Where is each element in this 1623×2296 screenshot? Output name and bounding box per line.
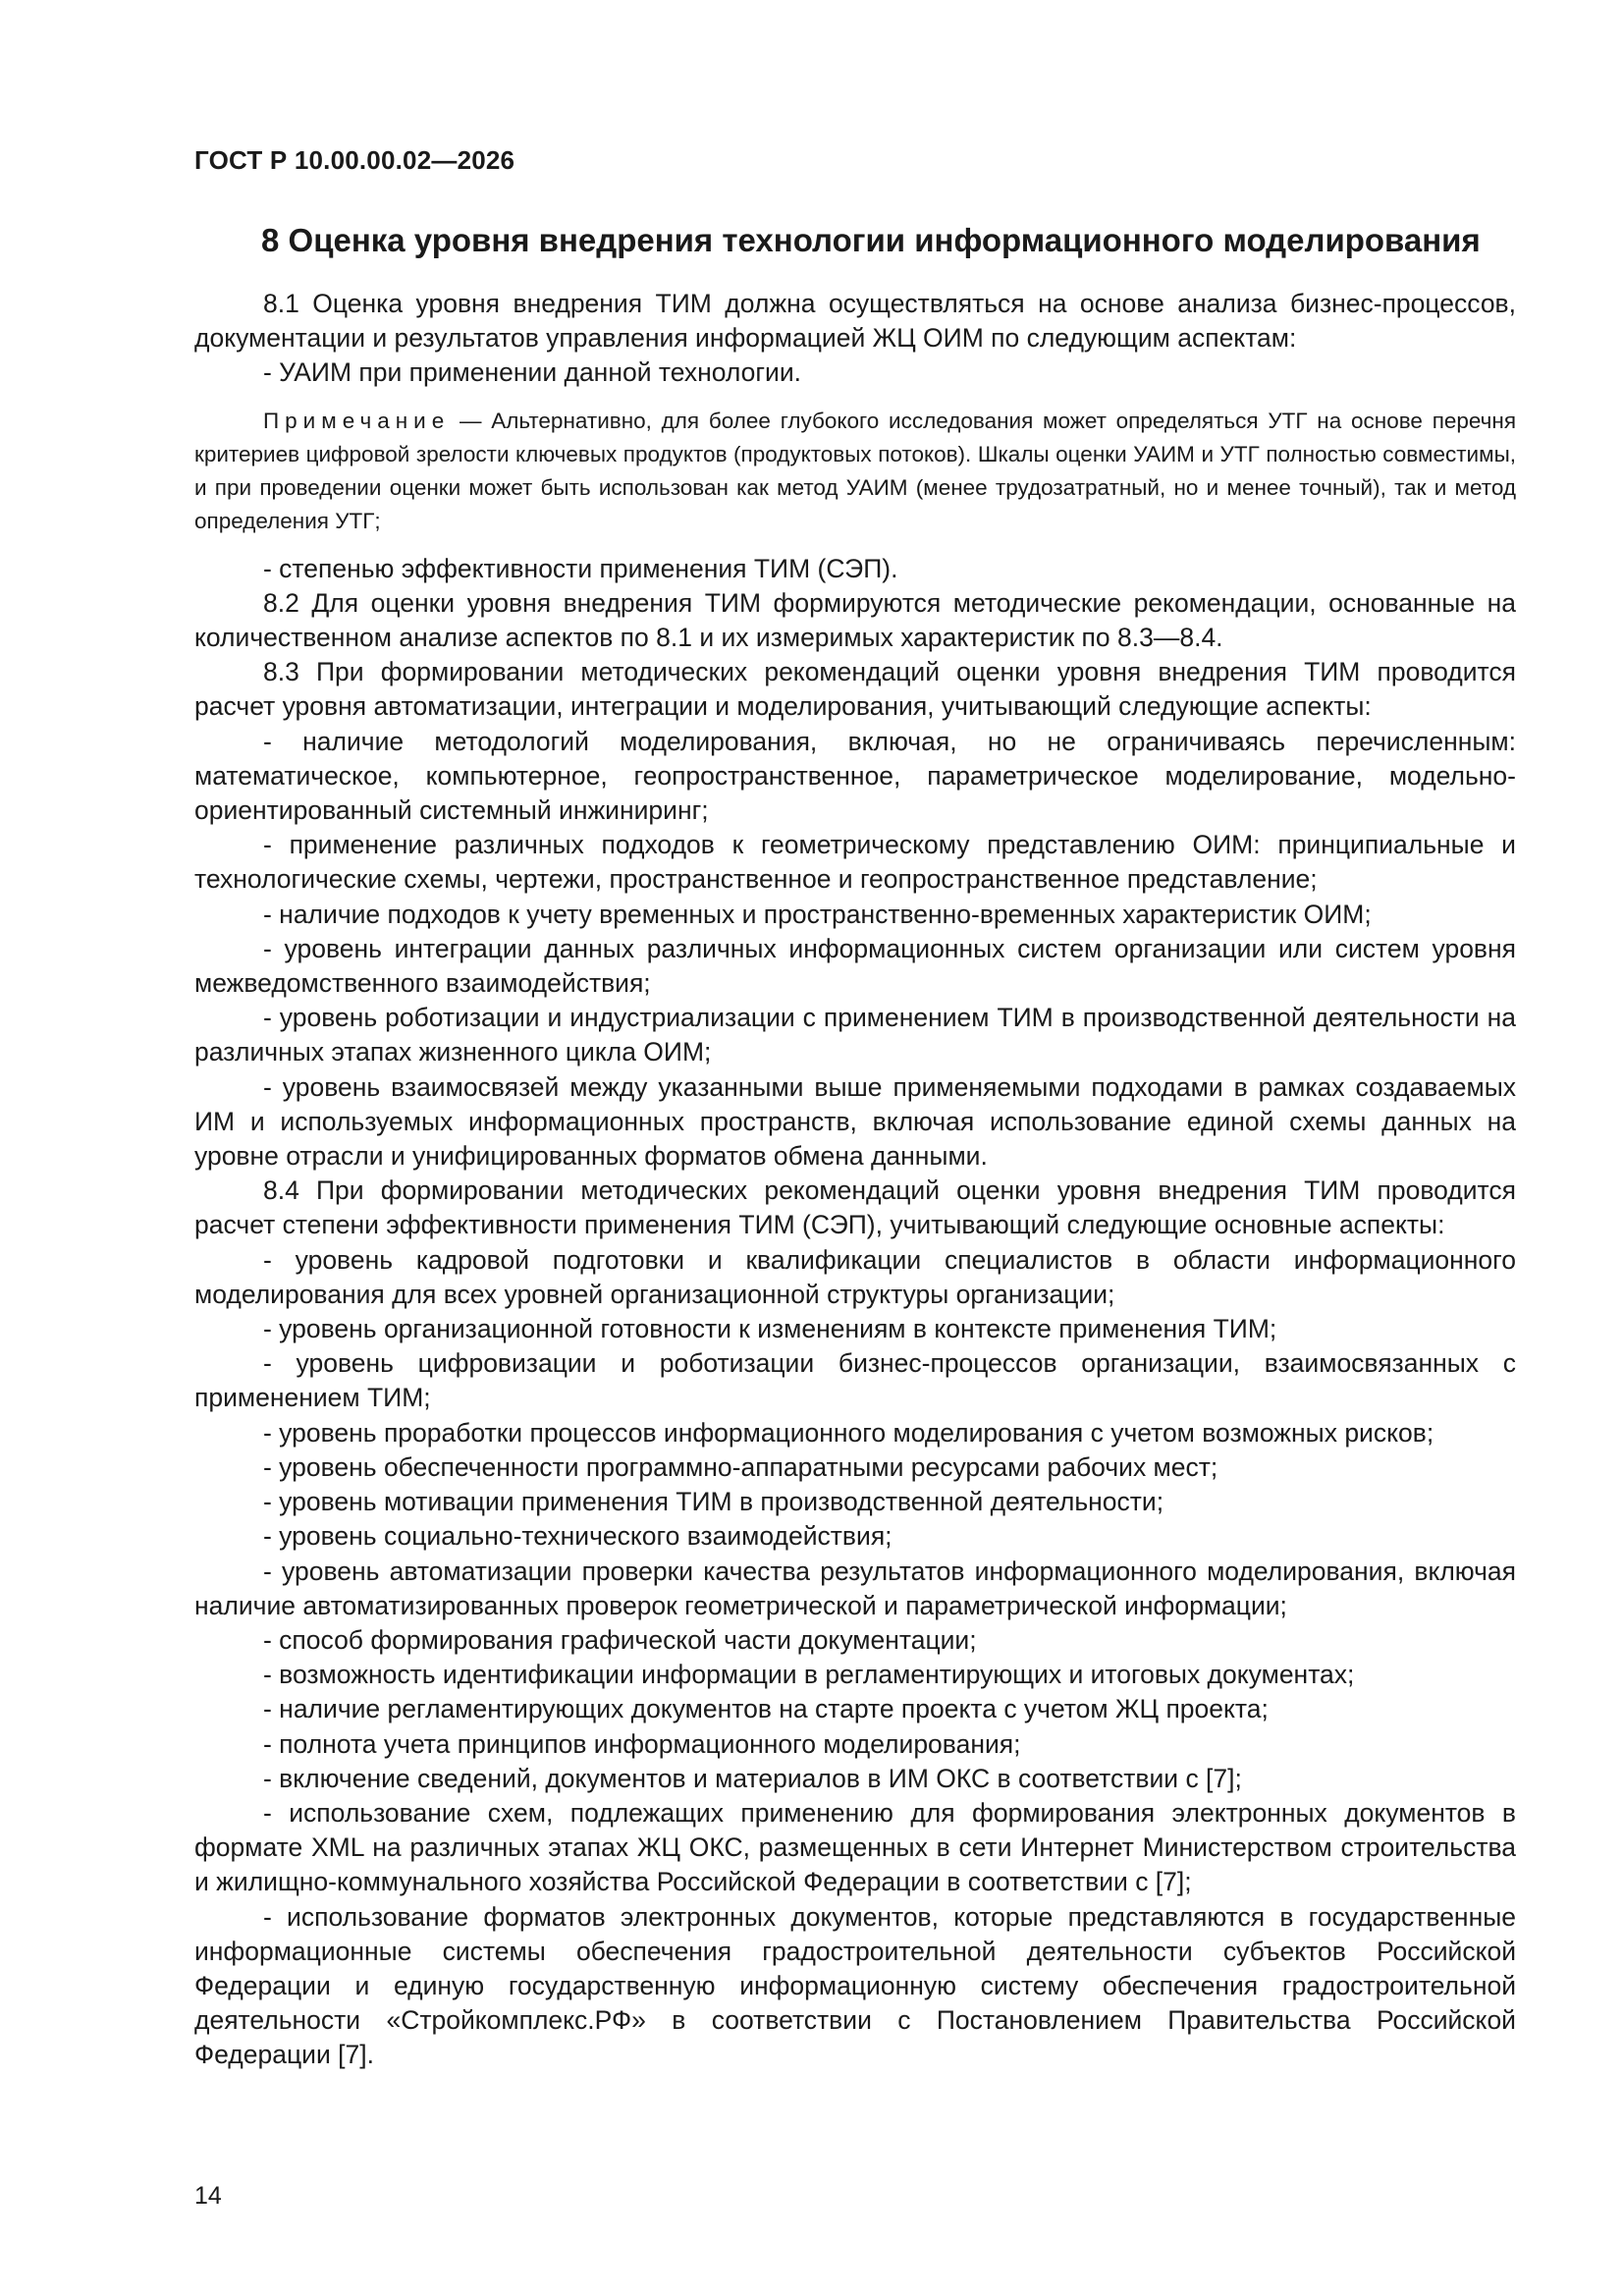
document-code-header: ГОСТ Р 10.00.00.02—2026 [194, 145, 515, 175]
list-item: - наличие подходов к учету временных и пространственно-временных характеристик ОИМ; [263, 899, 1372, 929]
list-item: - степенью эффективности применения ТИМ (СЭП). [263, 553, 898, 583]
list-item: - применение различных подходов к геометрическому представлению ОИМ: принципиальные и технологические схемы, чертежи, пространственное и геопространственное представление; [194, 830, 1516, 895]
list-item: - уровень цифровизации и роботизации бизнес-процессов организации, взаимосвязанных с применением ТИМ; [194, 1348, 1516, 1413]
list-item: - возможность идентификации информации в регламентирующих и итоговых документах; [263, 1660, 1355, 1690]
list-item: - уровень проработки процессов информационного моделирования с учетом возможных рисков; [263, 1417, 1434, 1448]
page-number: 14 [194, 2182, 222, 2210]
list-item: - уровень социально-технического взаимодействия; [263, 1521, 893, 1552]
list-item: - уровень мотивации применения ТИМ в производственной деятельности; [263, 1487, 1164, 1517]
list-item: - наличие регламентирующих документов на старте проекта с учетом ЖЦ проекта; [263, 1694, 1269, 1724]
note [194, 405, 1516, 538]
paragraph-8-1: 8.1 Оценка уровня внедрения ТИМ должна осуществляться на основе анализа бизнес-процессов, документации и результатов управления информацией ЖЦ ОИМ по следующим аспектам: [194, 289, 1516, 354]
paragraph-8-3: 8.3 При формировании методических рекомендаций оценки уровня внедрения ТИМ проводится расчет уровня автоматизации, интеграции и моделирования, учитывающий следующие аспекты: [194, 657, 1516, 722]
list-item: - УАИМ при применении данной технологии. [263, 357, 802, 388]
list-item: - включение сведений, документов и материалов в ИМ ОКС в соответствии с [7]; [263, 1763, 1242, 1793]
list-item: - уровень автоматизации проверки качества результатов информационного моделирования, включая наличие автоматизированных проверок геометрической и параметрической информации; [194, 1556, 1516, 1620]
list-item: - уровень взаимосвязей между указанными выше применяемыми подходами в рамках создаваемых ИМ и используемых информационных пространств, включая использование единой схемы данных на уровне отрасли и унифицированных форматов обмена данными. [194, 1071, 1516, 1172]
section-title: 8 Оценка уровня внедрения технологии информационного моделирования [261, 222, 1481, 258]
list-item: - наличие методологий моделирования, включая, но не ограничиваясь перечисленным: математическое, компьютерное, геопространственное, параметрическое моделирование, модельно-ориентированный системный инжиниринг; [194, 726, 1516, 826]
list-item: - уровень роботизации и индустриализации с применением ТИМ в производственной деятельности на различных этапах жизненного цикла ОИМ; [194, 1003, 1516, 1067]
list-item: - полнота учета принципов информационного моделирования; [263, 1728, 1021, 1759]
paragraph-8-4: 8.4 При формировании методических рекомендаций оценки уровня внедрения ТИМ проводится расчет степени эффективности применения ТИМ (СЭП), учитывающий следующие основные аспекты: [194, 1175, 1516, 1240]
list-item: - уровень кадровой подготовки и квалификации специалистов в области информационного моделирования для всех уровней организационной структуры организации; [194, 1244, 1516, 1309]
paragraph-8-2: 8.2 Для оценки уровня внедрения ТИМ формируются методические рекомендации, основанные на количественном анализе аспектов по 8.1 и их измеримых характеристик по 8.3—8.4. [194, 587, 1516, 653]
note-text: — Альтернативно, для более глубокого исследования может определяться УТГ на основе перечня критериев цифровой зрелости ключевых продуктов (продуктовых потоков). Шкалы оценки УАИМ и УТГ полностью совместимы, и при проведении оценки может быть использован как метод УАИМ (менее трудозатратный, но и менее точный), так и метод определения УТГ; [194, 408, 1516, 533]
list-item: - уровень организационной готовности к изменениям в контексте применения ТИМ; [263, 1314, 1277, 1344]
document-body [194, 287, 1516, 2073]
list-item: - уровень обеспеченности программно-аппаратными ресурсами рабочих мест; [263, 1451, 1218, 1482]
list-item: - уровень интеграции данных различных информационных систем организации или систем уровня межведомственного взаимодействия; [194, 933, 1516, 999]
note-label: Примечание [263, 408, 451, 433]
list-item: - использование схем, подлежащих применению для формирования электронных документов в формате XML на различных этапах ЖЦ ОКС, размещенных в сети Интернет Министерством строительства и жилищно-коммунального хозяйства Российской Федерации в соответствии с [7]; [194, 1797, 1516, 1897]
list-item: - способ формирования графической части документации; [263, 1624, 977, 1655]
list-item: - использование форматов электронных документов, которые представляются в государственные информационные системы обеспечения градостроительной деятельности субъектов Российской Федерации и единую государственную информационную систему обеспечения градостроительной деятельности «Стройкомплекс.РФ» в соответствии с Постановлением Правительства Российской Федерации [7]. [194, 1901, 1516, 2070]
